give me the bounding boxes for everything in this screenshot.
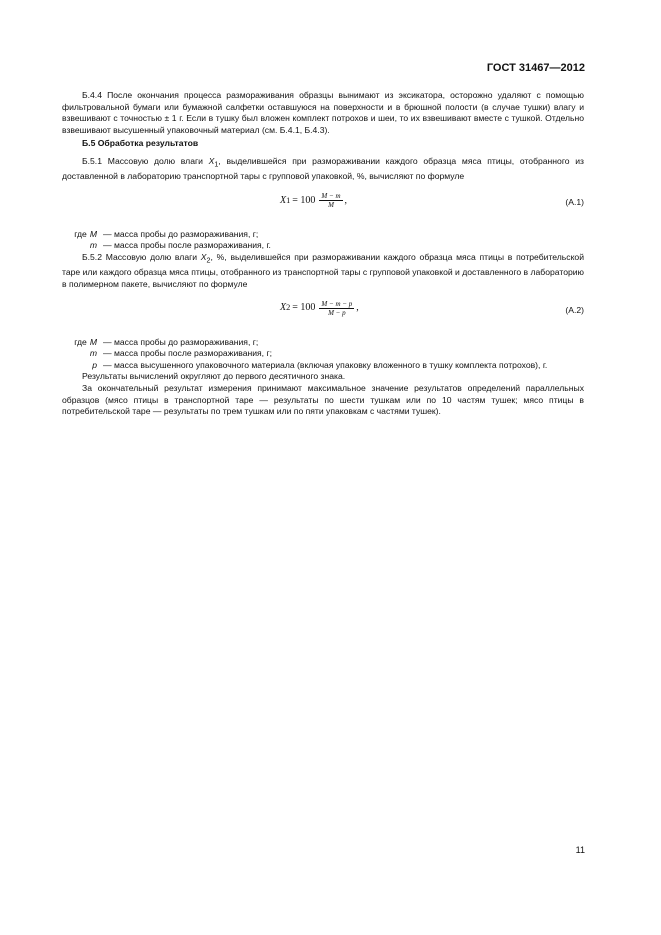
definition-text: — масса пробы до размораживания, г; <box>103 336 259 347</box>
formula-a1-lhs: X <box>280 194 287 206</box>
document-body <box>62 90 584 418</box>
formula-a2-fraction <box>319 300 354 317</box>
formula-a2-expression <box>280 300 359 317</box>
formula-a2 <box>62 297 584 329</box>
definition-item <box>62 360 584 372</box>
definition-symbol: m <box>89 240 97 251</box>
definition-symbol: M <box>89 336 97 347</box>
formula-a1-expression <box>280 192 347 209</box>
formula-a1-number: (A.1) <box>565 196 584 207</box>
paragraph-b51-start: Б.5.1 Массовую долю влаги <box>82 155 209 166</box>
definition-prefix: где <box>74 228 87 239</box>
definitions-a1 <box>62 229 584 252</box>
formula-a2-equals: = 100 <box>292 302 316 314</box>
definition-prefix: где <box>74 336 87 347</box>
paragraph-b52 <box>62 252 584 291</box>
definition-text: — масса пробы до размораживания, г; <box>103 228 259 239</box>
definition-text: — масса пробы после размораживания, г; <box>103 348 272 359</box>
formula-a1-numerator: M − m <box>321 191 341 200</box>
definition-text: — масса пробы после размораживания, г. <box>103 240 271 251</box>
formula-a1-fraction <box>319 192 342 209</box>
formula-a1-tail: , <box>344 194 348 206</box>
definition-symbol: m <box>89 348 97 359</box>
variable-subscript: 1 <box>214 160 219 169</box>
formula-a1-lhs-sub: 1 <box>286 195 291 205</box>
formula-a2-denominator: M − p <box>328 308 346 317</box>
paragraph-b52-end: , %, выделившейся при размораживании каждого образца мяса птицы в потребительской таре или каждого образца мяса птицы, отобранного из транспортной тары с групповой упаковкой и доставленного в лабораторию в полимерном пакете, вычисляют по формуле <box>62 252 585 289</box>
definition-text: — масса высушенного упаковочного материала (включая упаковку вложенного в тушку комплекта потрохов), г. <box>103 359 548 370</box>
variable-x: X <box>208 155 215 166</box>
formula-a2-tail: , <box>356 302 359 314</box>
formula-a2-number: (A.2) <box>565 304 584 315</box>
formula-a2-numerator: M − m − p <box>321 299 353 308</box>
paragraph-final-result: За окончательный результат измерения принимают максимальное значение результатов определений параллельных образцов (мясо птицы в транспортной таре — результаты по шести тушкам или по 10 частям тушек; мясо птицы в потребительской таре — результаты по трем тушкам или по пяти упаковкам с частями тушек). <box>62 382 584 417</box>
formula-a2-lhs: X <box>280 302 287 314</box>
variable-subscript: 2 <box>206 256 211 265</box>
definition-item <box>62 348 584 360</box>
definition-item <box>62 229 584 241</box>
formula-a1-equals: = 100 <box>292 194 316 206</box>
section-heading-b5: Б.5 Обработка результатов <box>82 138 199 149</box>
formula-a1-denominator: M <box>328 200 334 209</box>
paragraph-b51 <box>62 156 584 183</box>
variable-x: X <box>200 252 207 263</box>
definitions-a2 <box>62 337 584 372</box>
standard-header: ГОСТ 31467—2012 <box>486 62 585 74</box>
paragraph-b44: Б.4.4 После окончания процесса размораживания образцы вынимают из эксикатора, осторожно удаляют с помощью фильтровальной бумаги или бумажной салфетки оставшуюся на поверхности и в брюшной полости (в случае тушки) влагу и взвешивают с точностью ± 1 г. Если в тушку был вложен комплект потрохов и шеи, то их взвешивают вместе с тушкой. Отдельно взвешивают высушенный упаковочный материал (см. Б.4.1, Б.4.3). <box>62 90 584 135</box>
definition-symbol: p <box>92 359 97 370</box>
page-number: 11 <box>575 845 585 855</box>
formula-a2-lhs-sub: 2 <box>286 303 291 313</box>
paragraph-b52-start: Б.5.2 Массовую долю влаги <box>82 252 201 263</box>
paragraph-rounding: Результаты вычислений округляют до первого десятичного знака. <box>82 371 346 382</box>
paragraph-b51-end: , выделившейся при размораживании каждого образца мяса птицы, отобранного из доставленной в лабораторию транспортной тары с групповой упаковкой, %, вычисляют по формуле <box>62 155 584 182</box>
formula-a1 <box>62 189 584 221</box>
definition-item <box>62 240 584 252</box>
definition-item <box>62 337 584 349</box>
definition-symbol: M <box>89 228 97 239</box>
